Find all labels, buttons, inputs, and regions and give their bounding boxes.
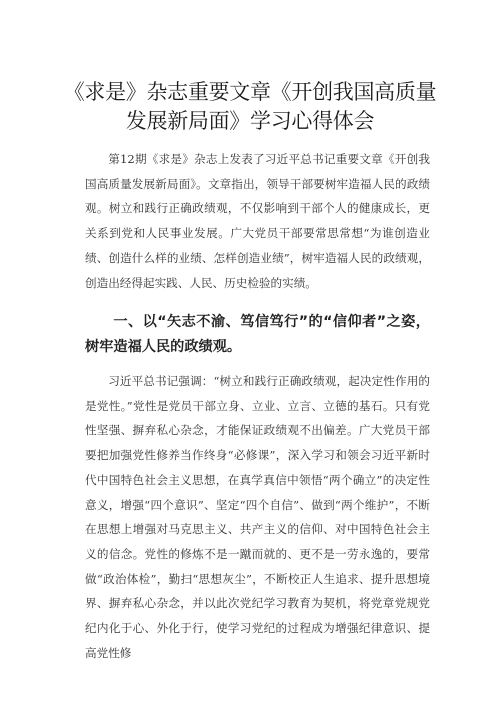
- body-paragraph-1: 第12期《求是》杂志上发表了习近平总书记重要文章《开创我国高质量发展新局面》。文章指出，领导干部要树牢造福人民的政绩观。树立和践行正确政绩观，不仅影响到干部个人的健康成长，更关系到党和人民事业发展。广大党员干部要常思常想“为谁创造业绩、创造什么样的业绩、怎样创造业绩”，树牢造福人民的政绩观，创造出经得起实践、人民、历史检验的实绩。: [85, 152, 430, 290]
- document-title: 《求是》杂志重要文章《开创我国高质量发展新局面》学习心得体会: [63, 80, 437, 133]
- body-paragraph-2: 习近平总书记强调：“树立和践行正确政绩观，起决定性作用的是党性。”党性是党员干部立身、立业、立言、立德的基石。只有党性坚强、摒弃私心杂念，才能保证政绩观不出偏差。广大党员干部要把加强党性修养当作终身“必修课”，深入学习和领会习近平新时代中国特色社会主义思想，在真学真信中领悟“两个确立”的决定性意义，增强“四个意识”、坚定“四个自信”、做到“两个维护”，不断在思想上增强对马克思主义、共产主义的信仰、对中国特色社会主义的信念。党性的修炼不是一蹴而就的、更不是一劳永逸的，要常做“政治体检”，勤扫“思想灰尘”，不断校正人生追求、提升思想境界、摒弃私心杂念，并以此次党纪学习教育为契机，将党章党规党纪内化于心、外化于行，使学习党纪的过程成为增强纪律意识、提高党性修: [85, 374, 430, 660]
- section-heading-1: 一、以“矢志不渝、笃信笃行”的“信仰者”之姿，树牢造福人民的政绩观。: [85, 314, 430, 355]
